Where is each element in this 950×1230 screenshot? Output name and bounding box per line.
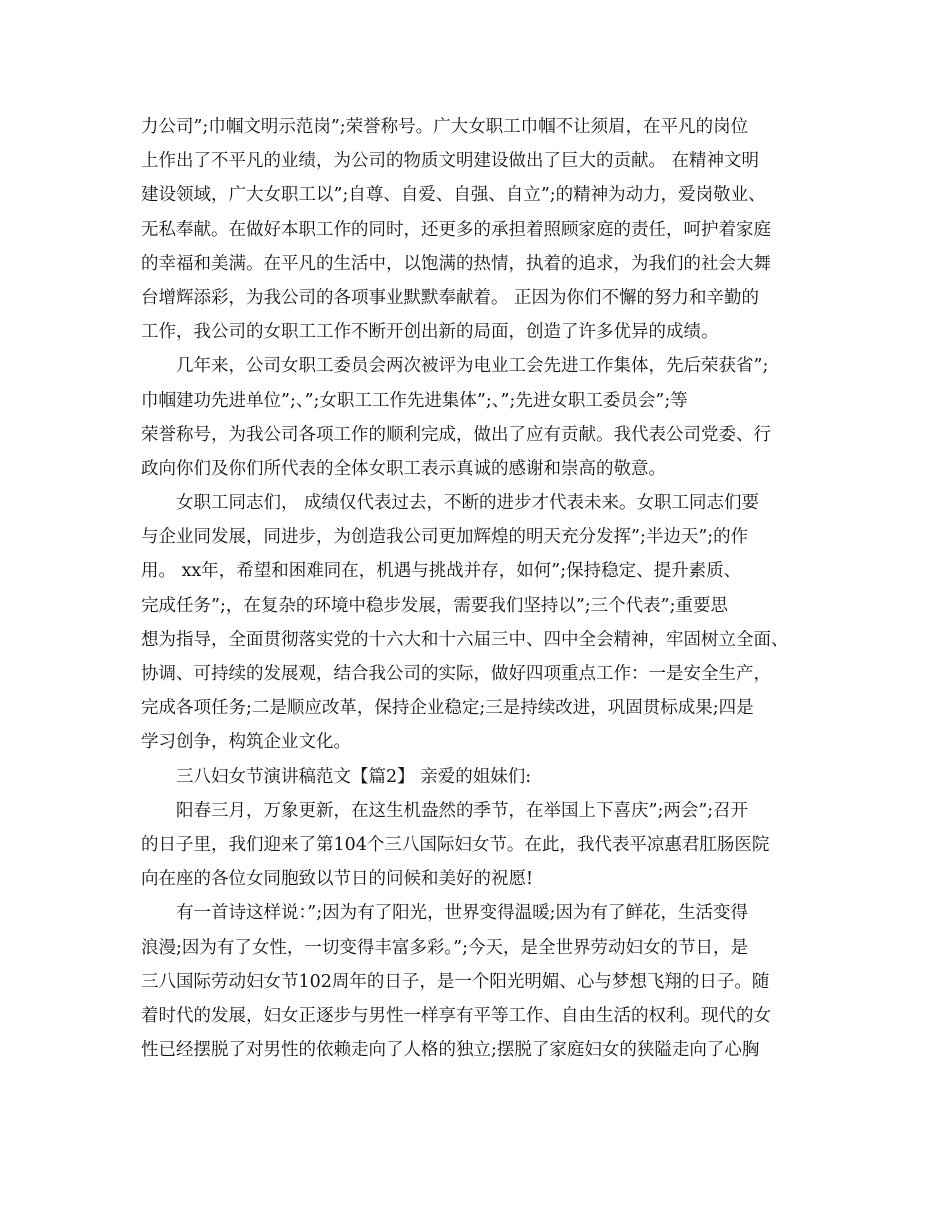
text-line: 建设领域，广大女职工以”;自尊、自爱、自强、自立”;的精神为动力，爱岗敬业、 <box>141 185 766 206</box>
text-line: 用。 xx年，希望和困难同在，机遇与挑战并存，如何”;保持稳定、提升素质、 <box>141 561 742 582</box>
text-line: 完成各项任务;二是顺应改革，保持企业稳定;三是持续改进，巩固贯标成果;四是 <box>141 698 754 719</box>
text-line: 性已经摆脱了对男性的依赖走向了人格的独立;摆脱了家庭妇女的狭隘走向了心胸 <box>141 1040 760 1061</box>
text-line: 巾帼建功先进单位”;、”;女职工工作先进集体”;、”;先进女职工委员会”;等 <box>141 390 688 411</box>
text-line: 向在座的各位女同胞致以节日的问候和美好的祝愿! <box>141 869 534 890</box>
text-line: 三八国际劳动妇女节102周年的日子，是一个阳光明媚、心与梦想飞翔的日子。随 <box>141 971 770 992</box>
text-line: 有一首诗这样说：”;因为有了阳光，世界变得温暖;因为有了鲜花，生活变得 <box>176 903 748 924</box>
text-line: 几年来，公司女职工委员会两次被评为电业工会先进工作集体，先后荣获省”; <box>176 356 769 377</box>
document-body <box>141 110 811 1067</box>
text-line: 工作，我公司的女职工工作不断开创出新的局面，创造了许多优异的成绩。 <box>141 322 719 343</box>
text-line: 女职工同志们， 成绩仅代表过去，不断的进步才代表未来。女职工同志们要 <box>176 493 760 514</box>
text-line: 上作出了不平凡的业绩，为公司的物质文明建设做出了巨大的贡献。 在精神文明 <box>141 151 760 172</box>
text-line: 的幸福和美满。在平凡的生活中，以饱满的热情，执着的追求，为我们的社会大舞 <box>141 253 771 274</box>
text-line: 着时代的发展，妇女正逐步与男性一样享有平等工作、自由生活的权利。现代的女 <box>141 1005 771 1026</box>
text-line: 三八妇女节演讲稿范文【篇2】 亲爱的姐妹们: <box>176 766 532 787</box>
text-line: 浪漫;因为有了女性，一切变得丰富多彩。”;今天，是全世界劳动妇女的节日，是 <box>141 937 748 958</box>
text-line: 协调、可持续的发展观，结合我公司的实际，做好四项重点工作：一是安全生产， <box>141 664 771 684</box>
text-line: 政向你们及你们所代表的全体女职工表示真诚的感谢和崇高的敬意。 <box>141 458 666 479</box>
text-line: 完成任务”;，在复杂的环境中稳步发展，需要我们坚持以”;三个代表”;重要思 <box>141 595 729 616</box>
text-line: 台增辉添彩，为我公司的各项事业默默奉献着。 正因为你们不懈的努力和辛勤的 <box>141 287 760 308</box>
text-line: 荣誉称号，为我公司各项工作的顺利完成，做出了应有贡献。我代表公司党委、行 <box>141 424 771 445</box>
text-line: 与企业同发展，同进步，为创造我公司更加辉煌的明天充分发挥”;半边天”;的作 <box>141 527 749 548</box>
text-line: 无私奉献。在做好本职工作的同时，还更多的承担着照顾家庭的责任，呵护着家庭 <box>141 219 771 240</box>
text-line: 力公司”;巾帼文明示范岗”;荣誉称号。广大女职工巾帼不让须眉，在平凡的岗位 <box>141 117 749 137</box>
text-line: 想为指导，全面贯彻落实党的十六大和十六届三中、四中全会精神，牢固树立全面、 <box>141 629 789 650</box>
text-line: 的日子里，我们迎来了第104个三八国际妇女节。在此，我代表平凉惠君肛肠医院 <box>141 834 770 855</box>
text-line: 阳春三月，万象更新，在这生机盎然的季节，在举国上下喜庆”;两会”;召开 <box>176 800 749 821</box>
text-line: 学习创争，构筑企业文化。 <box>141 732 351 753</box>
